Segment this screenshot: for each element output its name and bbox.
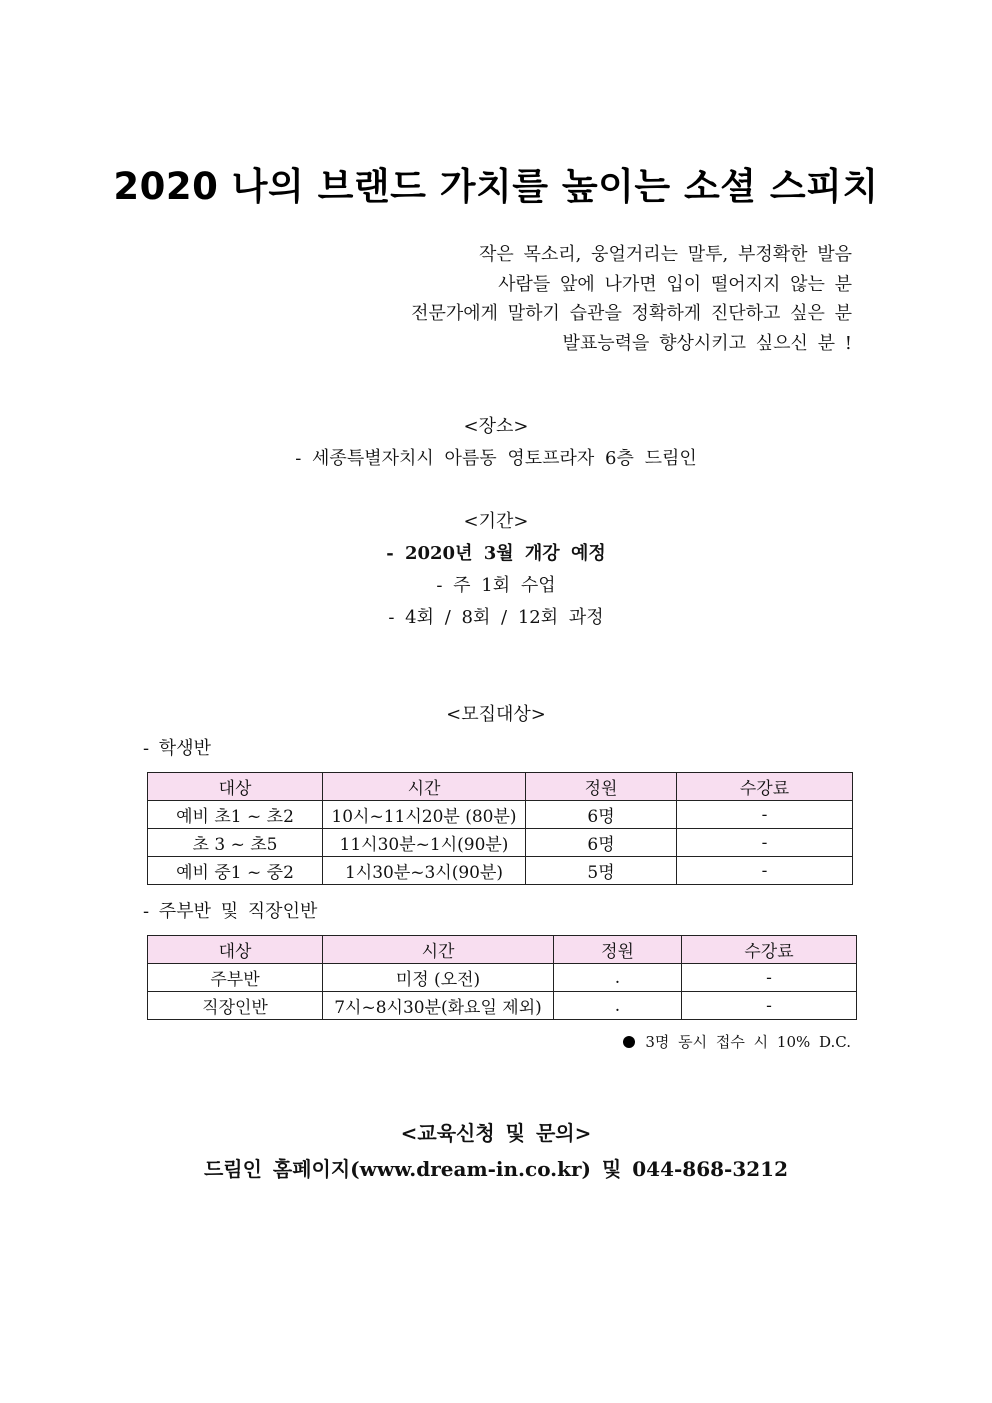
table-cell: 직장인반 xyxy=(148,992,323,1020)
table-row xyxy=(148,964,857,992)
adult-section-label: - 주부반 및 직장인반 xyxy=(143,901,318,922)
table-cell: - xyxy=(677,801,853,829)
header-cell: 정원 xyxy=(554,936,682,964)
period-line: - 2020년 3월 개강 예정 xyxy=(386,543,606,564)
table-cell: 1시30분~3시(90분) xyxy=(323,857,526,885)
period-section xyxy=(0,506,992,634)
table-cell: 7시~8시30분(화요일 제외) xyxy=(323,992,554,1020)
header-cell: 수강료 xyxy=(677,773,853,801)
table-header-row xyxy=(148,936,857,964)
discount-note-text: 3명 동시 접수 시 10% D.C. xyxy=(645,1033,851,1051)
intro-line: 발표능력을 향상시키고 싶으신 분 ! xyxy=(562,332,852,354)
header-cell: 시간 xyxy=(323,773,526,801)
table-cell: 6명 xyxy=(526,829,677,857)
header-cell: 수강료 xyxy=(682,936,857,964)
page-title: 2020 나의 브랜드 가치를 높이는 소셜 스피치 xyxy=(113,165,879,208)
header-cell: 대상 xyxy=(148,773,323,801)
discount-note xyxy=(623,1031,851,1052)
header-cell: 시간 xyxy=(323,936,554,964)
table-cell: 예비 초1 ~ 초2 xyxy=(148,801,323,829)
location-section xyxy=(0,411,992,475)
contact-text: 드림인 홈페이지(www.dream-in.co.kr) 및 044-868-3212 xyxy=(203,1157,789,1181)
table-cell: 5명 xyxy=(526,857,677,885)
location-text: - 세종특별자치시 아름동 영토프라자 6층 드림인 xyxy=(295,448,697,469)
intro-text xyxy=(411,240,852,358)
table-cell: - xyxy=(677,829,853,857)
adult-table xyxy=(147,935,857,1020)
table-cell: - xyxy=(677,857,853,885)
table-cell: 주부반 xyxy=(148,964,323,992)
recruit-heading: <모집대상> xyxy=(446,704,546,725)
bullet-dot-icon xyxy=(623,1036,635,1048)
table-cell: - xyxy=(682,992,857,1020)
table-cell: - xyxy=(682,964,857,992)
table-row xyxy=(148,801,853,829)
intro-line: 사람들 앞에 나가면 입이 떨어지지 않는 분 xyxy=(498,273,852,295)
table-cell: 10시~11시20분 (80분) xyxy=(323,801,526,829)
period-heading: <기간> xyxy=(463,511,529,532)
table-cell: 미정 (오전) xyxy=(323,964,554,992)
table-row xyxy=(148,857,853,885)
table-cell: 6명 xyxy=(526,801,677,829)
student-section-label: - 학생반 xyxy=(143,738,211,759)
intro-line: 작은 목소리, 웅얼거리는 말투, 부정확한 발음 xyxy=(478,244,852,265)
intro-line: 전문가에게 말하기 습관을 정확하게 진단하고 싶은 분 xyxy=(411,303,852,324)
table-cell: . xyxy=(554,964,682,992)
header-cell: 대상 xyxy=(148,936,323,964)
header-cell: 정원 xyxy=(526,773,677,801)
table-cell: 11시30분~1시(90분) xyxy=(323,829,526,857)
table-cell: . xyxy=(554,992,682,1020)
table-row xyxy=(148,829,853,857)
table-header-row xyxy=(148,773,853,801)
student-table xyxy=(147,772,853,885)
table-cell: 예비 중1 ~ 중2 xyxy=(148,857,323,885)
location-heading: <장소> xyxy=(463,416,529,437)
table-cell: 초 3 ~ 초5 xyxy=(148,829,323,857)
period-line: - 4회 / 8회 / 12회 과정 xyxy=(388,607,604,628)
contact-heading: <교육신청 및 문의> xyxy=(400,1121,592,1145)
period-line: - 주 1회 수업 xyxy=(436,575,556,596)
table-row xyxy=(148,992,857,1020)
